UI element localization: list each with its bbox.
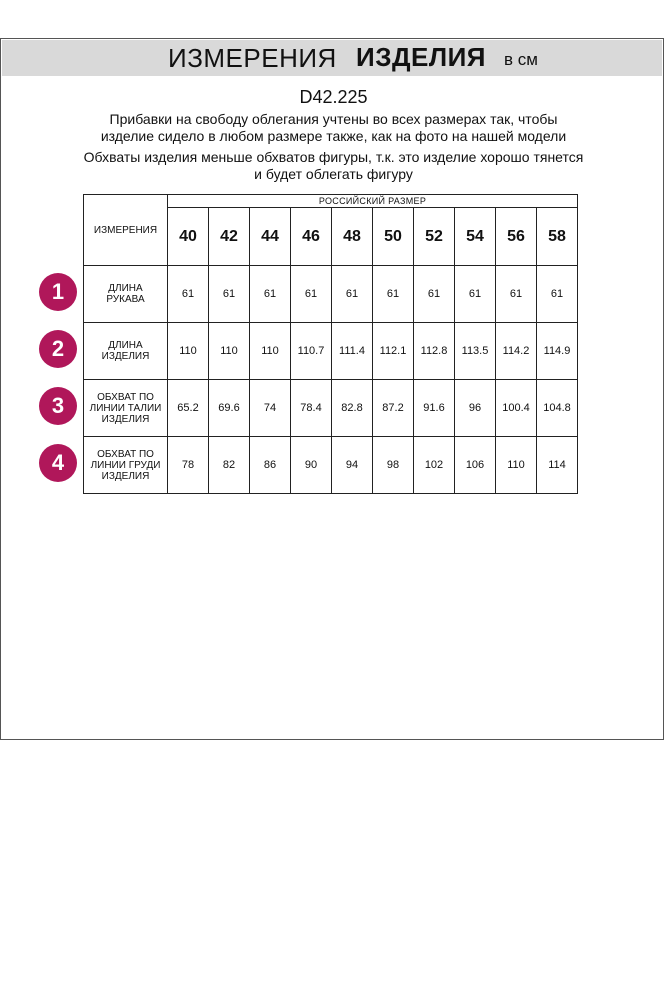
table-cell: 61 (373, 266, 414, 323)
fit-note-line-2: изделие сидело в любом размере также, как на фото на нашей модели (100, 128, 567, 144)
table-cell: 61 (537, 266, 578, 323)
table-cell: 104.8 (537, 380, 578, 437)
table-cell: 110 (209, 323, 250, 380)
title-unit: в см (504, 50, 538, 69)
table-header-row (84, 195, 578, 208)
table-cell: 91.6 (414, 380, 455, 437)
table-cell: 114 (537, 437, 578, 494)
table-row (84, 437, 578, 494)
measurement-label-line: ИЗДЕЛИЯ (101, 470, 150, 482)
row-number-badge: 4 (39, 444, 77, 482)
table-cell: 114.2 (496, 323, 537, 380)
size-table (83, 194, 578, 494)
table-cell: 113.5 (455, 323, 496, 380)
size-header-cell: 54 (455, 208, 496, 266)
size-header-cell: 40 (168, 208, 209, 266)
table-cell: 65.2 (168, 380, 209, 437)
table-cell: 61 (496, 266, 537, 323)
stretch-note-line-1: Обхваты изделия меньше обхватов фигуры, т.к. это изделие хорошо тянется (83, 149, 584, 165)
table-cell: 96 (455, 380, 496, 437)
stretch-note (0, 149, 667, 183)
measurement-label (84, 266, 168, 323)
size-header-cell: 42 (209, 208, 250, 266)
row-number-badge: 1 (39, 273, 77, 311)
measurements-column-header: ИЗМЕРЕНИЯ (84, 195, 168, 266)
table-cell: 61 (332, 266, 373, 323)
table-cell: 114.9 (537, 323, 578, 380)
table-cell: 82.8 (332, 380, 373, 437)
table-cell: 102 (414, 437, 455, 494)
table-cell: 82 (209, 437, 250, 494)
size-header-cell: 56 (496, 208, 537, 266)
measurement-label-line: ДЛИНА (108, 283, 143, 294)
table-cell: 110 (168, 323, 209, 380)
measurement-label-line: ИЗДЕЛИЯ (101, 413, 150, 425)
table-cell: 100.4 (496, 380, 537, 437)
table-cell: 78.4 (291, 380, 332, 437)
fit-note-line-1: Прибавки на свободу облегания учтены во всех размерах так, чтобы (109, 111, 558, 127)
size-header-cell: 48 (332, 208, 373, 266)
measurement-label-line: ИЗДЕЛИЯ (101, 351, 150, 362)
table-cell: 110 (250, 323, 291, 380)
measurement-label-line: ДЛИНА (108, 340, 143, 351)
table-cell: 110.7 (291, 323, 332, 380)
table-cell: 69.6 (209, 380, 250, 437)
size-header-cell: 50 (373, 208, 414, 266)
table-row (84, 266, 578, 323)
table-cell: 61 (250, 266, 291, 323)
table-cell: 112.1 (373, 323, 414, 380)
row-number-badge: 3 (39, 387, 77, 425)
row-markers (39, 0, 79, 1000)
table-cell: 74 (250, 380, 291, 437)
measurement-label (84, 323, 168, 380)
table-cell: 78 (168, 437, 209, 494)
table-cell: 86 (250, 437, 291, 494)
table-cell: 61 (455, 266, 496, 323)
size-header-cell: 52 (414, 208, 455, 266)
size-system-header: РОССИЙСКИЙ РАЗМЕР (168, 195, 578, 208)
product-code: D42.225 (299, 87, 368, 107)
table-cell: 94 (332, 437, 373, 494)
measurement-label (84, 437, 168, 494)
table-cell: 106 (455, 437, 496, 494)
table-cell: 61 (168, 266, 209, 323)
table-cell: 111.4 (332, 323, 373, 380)
table-cell: 61 (291, 266, 332, 323)
measurement-label (84, 380, 168, 437)
stretch-note-line-2: и будет облегать фигуру (254, 166, 413, 182)
table-cell: 87.2 (373, 380, 414, 437)
table-cell: 112.8 (414, 323, 455, 380)
size-header-cell: 58 (537, 208, 578, 266)
measurement-label-line: ОБХВАТ ПО (97, 448, 154, 460)
size-header-cell: 44 (250, 208, 291, 266)
table-cell: 61 (209, 266, 250, 323)
table-cell: 90 (291, 437, 332, 494)
measurement-label-line: ЛИНИИ ТАЛИИ (89, 402, 162, 414)
table-row (84, 323, 578, 380)
title-bar (2, 40, 662, 76)
title-measurements: ИЗМЕРЕНИЯ (168, 43, 337, 73)
row-number-badge: 2 (39, 330, 77, 368)
measurement-label-line: РУКАВА (106, 294, 145, 305)
measurement-label-line: ОБХВАТ ПО (97, 391, 154, 403)
fit-note (0, 111, 667, 145)
table-cell: 61 (414, 266, 455, 323)
table-cell: 110 (496, 437, 537, 494)
measurement-label-line: ЛИНИИ ГРУДИ (90, 459, 161, 471)
table-row (84, 380, 578, 437)
table-cell: 98 (373, 437, 414, 494)
title-product: ИЗДЕЛИЯ (356, 42, 486, 72)
size-header-cell: 46 (291, 208, 332, 266)
